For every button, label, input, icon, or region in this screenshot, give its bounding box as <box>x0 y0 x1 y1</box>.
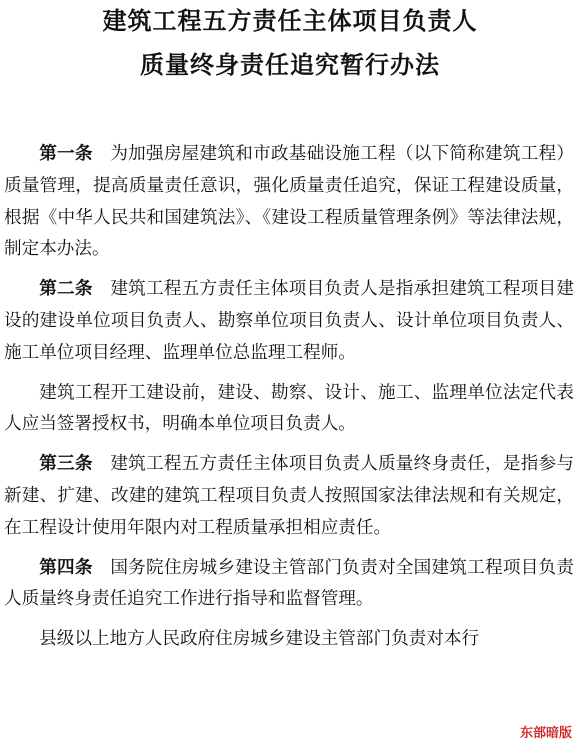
article-label: 第四条 <box>39 557 93 578</box>
paragraph-article-4-continued <box>4 624 574 656</box>
paragraph-text: 建筑工程五方责任主体项目负责人是指承担建筑工程项目建设的建设单位项目负责人、勘察单位项目负责人、设计单位项目负责人、施工单位项目经理、监理单位总监理工程师。 <box>4 279 574 363</box>
paragraph-text: 县级以上地方人民政府住房城乡建设主管部门负责对本行 <box>39 629 480 650</box>
document-title-line-2: 质量终身责任追究暂行办法 <box>140 51 440 79</box>
paragraph-text: 为加强房屋建筑和市政基础设施工程（以下简称建筑工程）质量管理，提高质量责任意识，强化质量责任追究，保证工程建设质量，根据《中华人民共和国建筑法》、《建设工程质量管理条例》等法律法规，制定本办法。 <box>4 144 574 260</box>
paragraph-text: 国务院住房城乡建设主管部门负责对全国建筑工程项目负责人质量终身责任追究工作进行指导和监督管理。 <box>4 557 574 610</box>
article-label: 第三条 <box>39 454 93 475</box>
article-label: 第二条 <box>39 279 93 300</box>
paragraph-article-2 <box>4 274 574 369</box>
paragraph-article-3 <box>4 449 574 544</box>
paragraph-article-4 <box>4 553 574 617</box>
paragraph-text: 建筑工程开工建设前，建设、勘察、设计、施工、监理单位法定代表人应当签署授权书，明确本单位项目负责人。 <box>4 382 574 435</box>
document-body <box>4 139 574 664</box>
article-label: 第一条 <box>39 144 93 164</box>
paragraph-article-2-continued <box>4 378 574 442</box>
paragraph-text: 建筑工程五方责任主体项目负责人质量终身责任，是指参与新建、扩建、改建的建筑工程项目负责人按照国家法律法规和有关规定，在工程设计使用年限内对工程质量承担相应责任。 <box>4 454 574 538</box>
document-title-line-1: 建筑工程五方责任主体项目负责人 <box>102 7 478 35</box>
watermark-text: 东部暗版 <box>519 726 572 741</box>
paragraph-article-1 <box>4 139 574 266</box>
